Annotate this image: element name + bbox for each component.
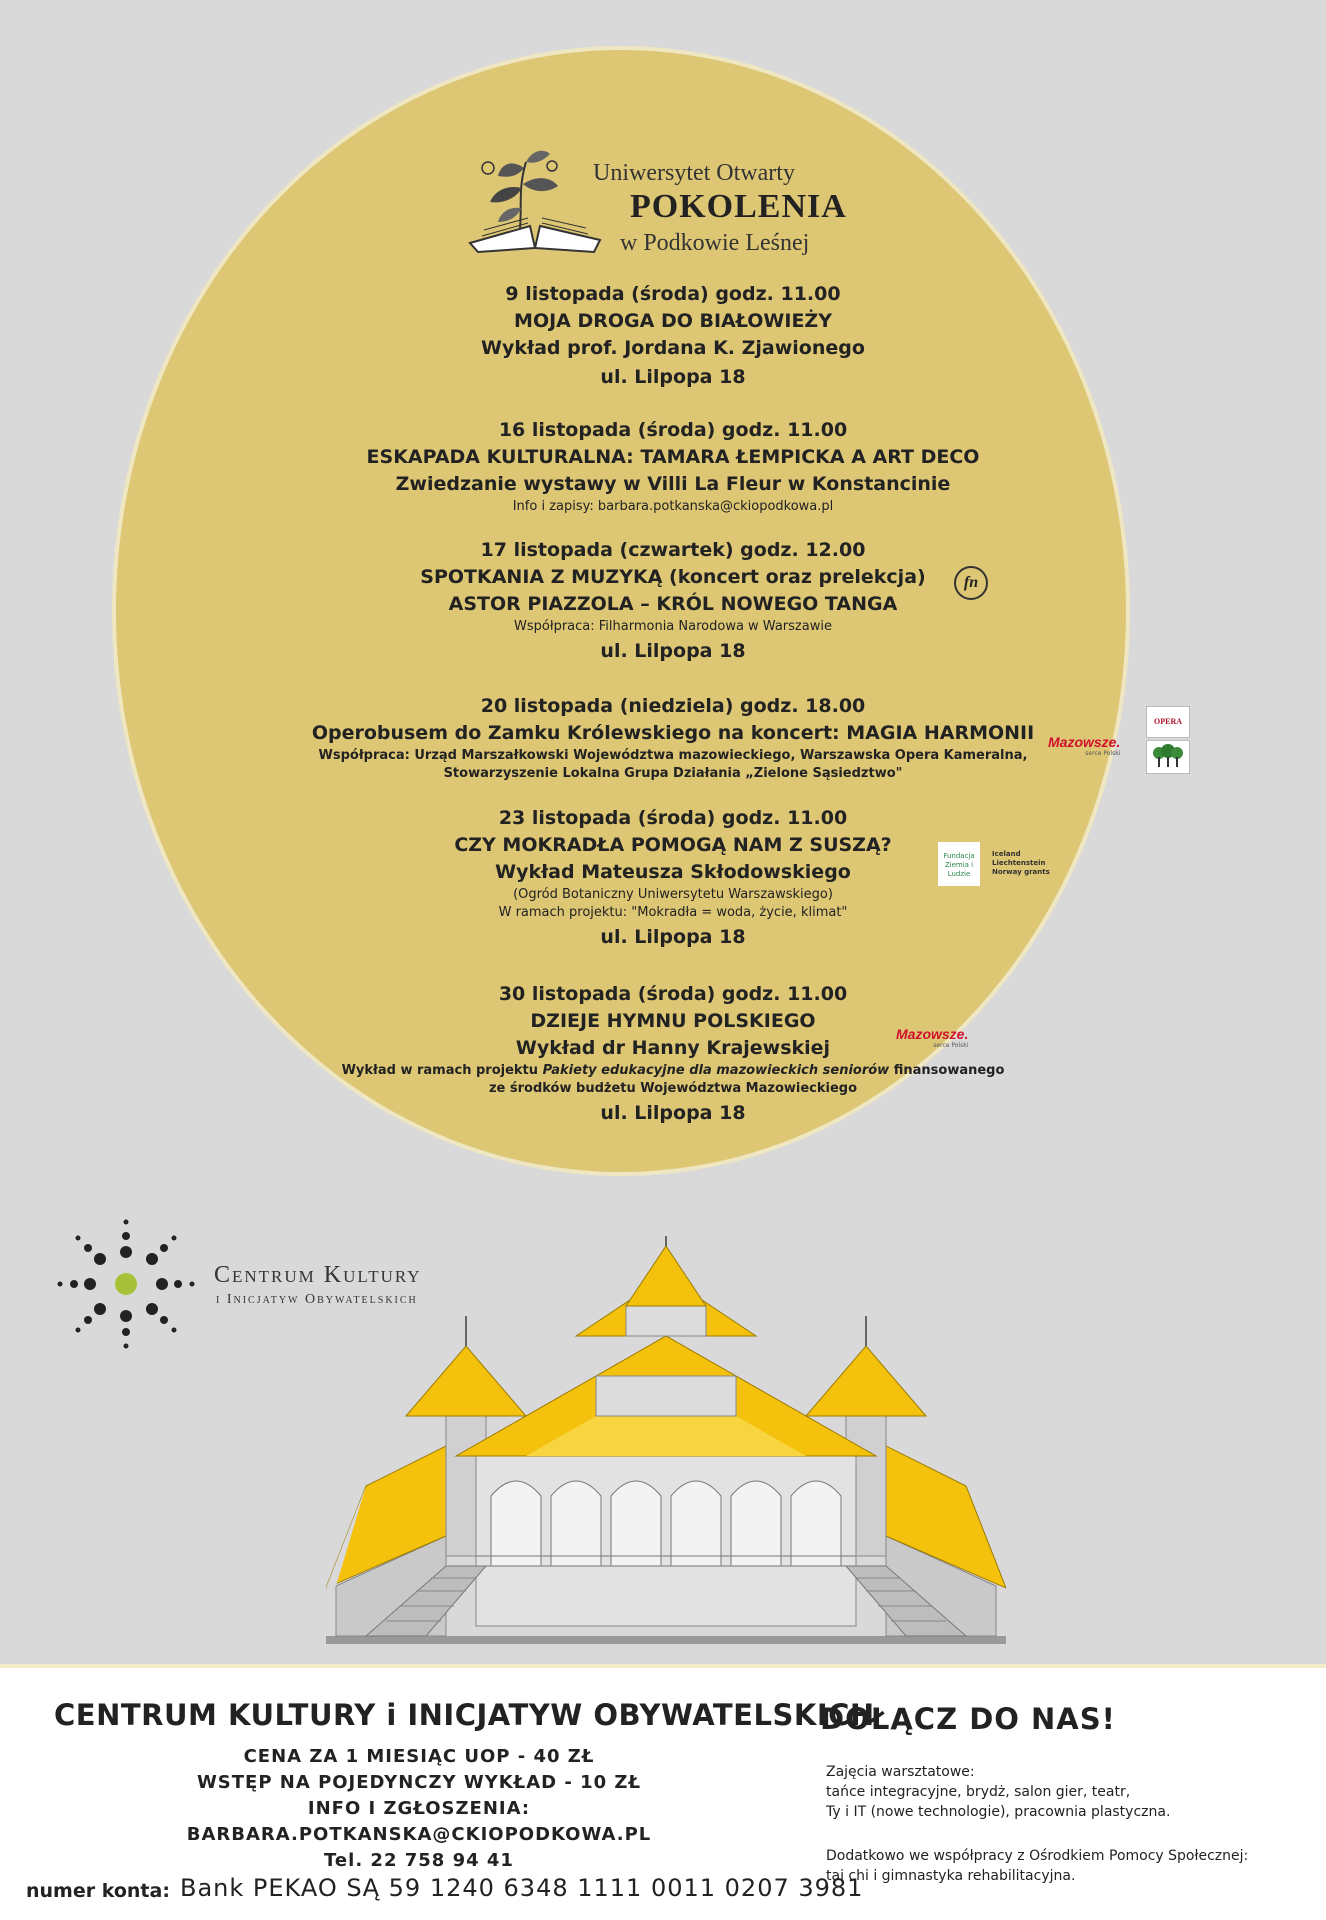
uniwersytet-logo (460, 148, 860, 263)
event-info-2: W ramach projektu: "Mokradła = woda, życie, klimat" (498, 905, 848, 920)
extra-line1: Dodatkowo we współpracy z Ośrodkiem Pomocy Społecznej: (826, 1848, 1249, 1864)
event-date: 9 listopada (środa) godz. 11.00 (505, 283, 841, 305)
mazowsze-logo-sub: serce Polski (933, 1042, 969, 1049)
event-3 (250, 536, 1096, 666)
event-title: SPOTKANIA Z MUZYKĄ (koncert oraz prelekcja) (420, 566, 926, 588)
org-name-line3: w Podkowie Leśnej (620, 230, 810, 256)
footer (0, 1664, 1326, 1920)
workshops-line1: tańce integracyjne, brydż, salon gier, teatr, (826, 1784, 1131, 1800)
price-single: WSTĘP NA POJEDYNCZY WYKŁAD - 10 ZŁ (196, 1772, 642, 1793)
ck-name-line2: i Inicjatyw Obywatelskich (216, 1292, 418, 1307)
event-info (250, 1062, 1096, 1080)
event-info: Współpraca: Filharmonia Narodowa w Warszawie (514, 619, 832, 634)
event-title: ESKAPADA KULTURALNA: TAMARA ŁEMPICKA A ART DECO (366, 446, 980, 468)
event-info: (Ogród Botaniczny Uniwersytetu Warszawskiego) (513, 887, 833, 902)
eea-line3: Norway grants (992, 868, 1050, 876)
event-address: ul. Lilpopa 18 (600, 1102, 746, 1124)
trees-icon (1147, 741, 1189, 773)
footer-title: CENTRUM KULTURY i INICJATYW OBYWATELSKICH (54, 1698, 875, 1732)
mazowsze-logo-2 (896, 1026, 968, 1049)
mazowsze-logo-text: Mazowsze. (896, 1026, 969, 1042)
event-info-2: Stowarzyszenie Lokalna Grupa Działania „Zielone Sąsiedztwo" (443, 766, 903, 781)
event-address: ul. Lilpopa 18 (600, 366, 746, 388)
event-subtitle: Wykład prof. Jordana K. Zjawionego (481, 337, 865, 359)
event-info: Współpraca: Urząd Marszałkowski Województwa mazowieckiego, Warszawska Opera Kameralna, (318, 748, 1028, 763)
event-subtitle: Zwiedzanie wystawy w Villi La Fleur w Konstancinie (395, 473, 951, 495)
event-1 (250, 280, 1096, 392)
event-date: 30 listopada (środa) godz. 11.00 (498, 983, 848, 1005)
contact-email[interactable]: BARBARA.POTKANSKA@CKIOPODKOWA.PL (186, 1824, 652, 1845)
account-label: numer konta: (26, 1880, 170, 1902)
event-title: Operobusem do Zamku Królewskiego na koncert: MAGIA HARMONII (311, 722, 1035, 744)
contact-phone: Tel. 22 758 94 41 (324, 1850, 514, 1871)
org-name-line2: POKOLENIA (630, 188, 847, 225)
workshops-line2: Ty i IT (nowe technologie), pracownia plastyczna. (826, 1804, 1171, 1820)
event-4 (250, 692, 1096, 783)
event-subtitle: ASTOR PIAZZOLA – KRÓL NOWEGO TANGA (448, 593, 898, 615)
centrum-kultury-star-icon (56, 1216, 196, 1352)
fundacja-logo: Fundacja Ziemia i Ludzie (938, 842, 980, 886)
eea-grants-logo (992, 850, 1050, 877)
event-subtitle: Wykład dr Hanny Krajewskiej (515, 1037, 831, 1059)
ck-name-line1: Centrum Kultury (214, 1262, 422, 1288)
event-date: 16 listopada (środa) godz. 11.00 (498, 419, 848, 441)
mazowsze-logo (1048, 734, 1120, 757)
event-6 (250, 980, 1096, 1128)
event-info-italic: Pakiety edukacyjne dla mazowieckich seniorów (542, 1063, 890, 1078)
building-illustration (326, 1236, 1006, 1648)
event-title: MOJA DROGA DO BIAŁOWIEŻY (514, 310, 832, 332)
join-heading: DOŁĄCZ DO NAS! (820, 1702, 1116, 1736)
mazowsze-logo-sub: serce Polski (1085, 750, 1121, 757)
opera-logo: OPERA (1146, 706, 1190, 738)
price-month: CENA ZA 1 MIESIĄC UOP - 40 ZŁ (243, 1746, 595, 1767)
eea-line1: Iceland (992, 850, 1021, 858)
eea-line2: Liechtenstein (992, 859, 1046, 867)
org-name-line1: Uniwersytet Otwarty (593, 160, 795, 186)
event-info-pre: Wykład w ramach projektu (341, 1063, 543, 1078)
event-info-post: finansowanego (889, 1063, 1005, 1078)
mazowsze-logo-text: Mazowsze. (1048, 734, 1121, 750)
info-label: INFO I ZGŁOSZENIA: (307, 1798, 531, 1819)
event-date: 17 listopada (czwartek) godz. 12.00 (480, 539, 866, 561)
event-date: 20 listopada (niedziela) godz. 18.00 (480, 695, 866, 717)
event-title: DZIEJE HYMNU POLSKIEGO (530, 1010, 816, 1032)
event-info-2: ze środków budżetu Województwa Mazowieckiego (488, 1081, 858, 1096)
event-subtitle: Wykład Mateusza Skłodowskiego (495, 861, 851, 883)
event-2 (250, 416, 1096, 516)
event-info: Info i zapisy: barbara.potkanska@ckiopodkowa.pl (512, 499, 834, 514)
filharmonia-logo: fn (954, 566, 988, 600)
zielone-sasiedztwo-logo (1146, 740, 1190, 774)
event-title: CZY MOKRADŁA POMOGĄ NAM Z SUSZĄ? (454, 834, 892, 856)
event-date: 23 listopada (środa) godz. 11.00 (498, 807, 848, 829)
event-address: ul. Lilpopa 18 (600, 640, 746, 662)
bank-account: Bank PEKAO SĄ 59 1240 6348 1111 0011 0207 3981 (180, 1874, 864, 1902)
event-address: ul. Lilpopa 18 (600, 926, 746, 948)
extra-line2: tai chi i gimnastyka rehabilitacyjna. (826, 1868, 1076, 1884)
book-flower-icon (460, 148, 610, 258)
workshops-label: Zajęcia warsztatowe: (826, 1764, 975, 1780)
